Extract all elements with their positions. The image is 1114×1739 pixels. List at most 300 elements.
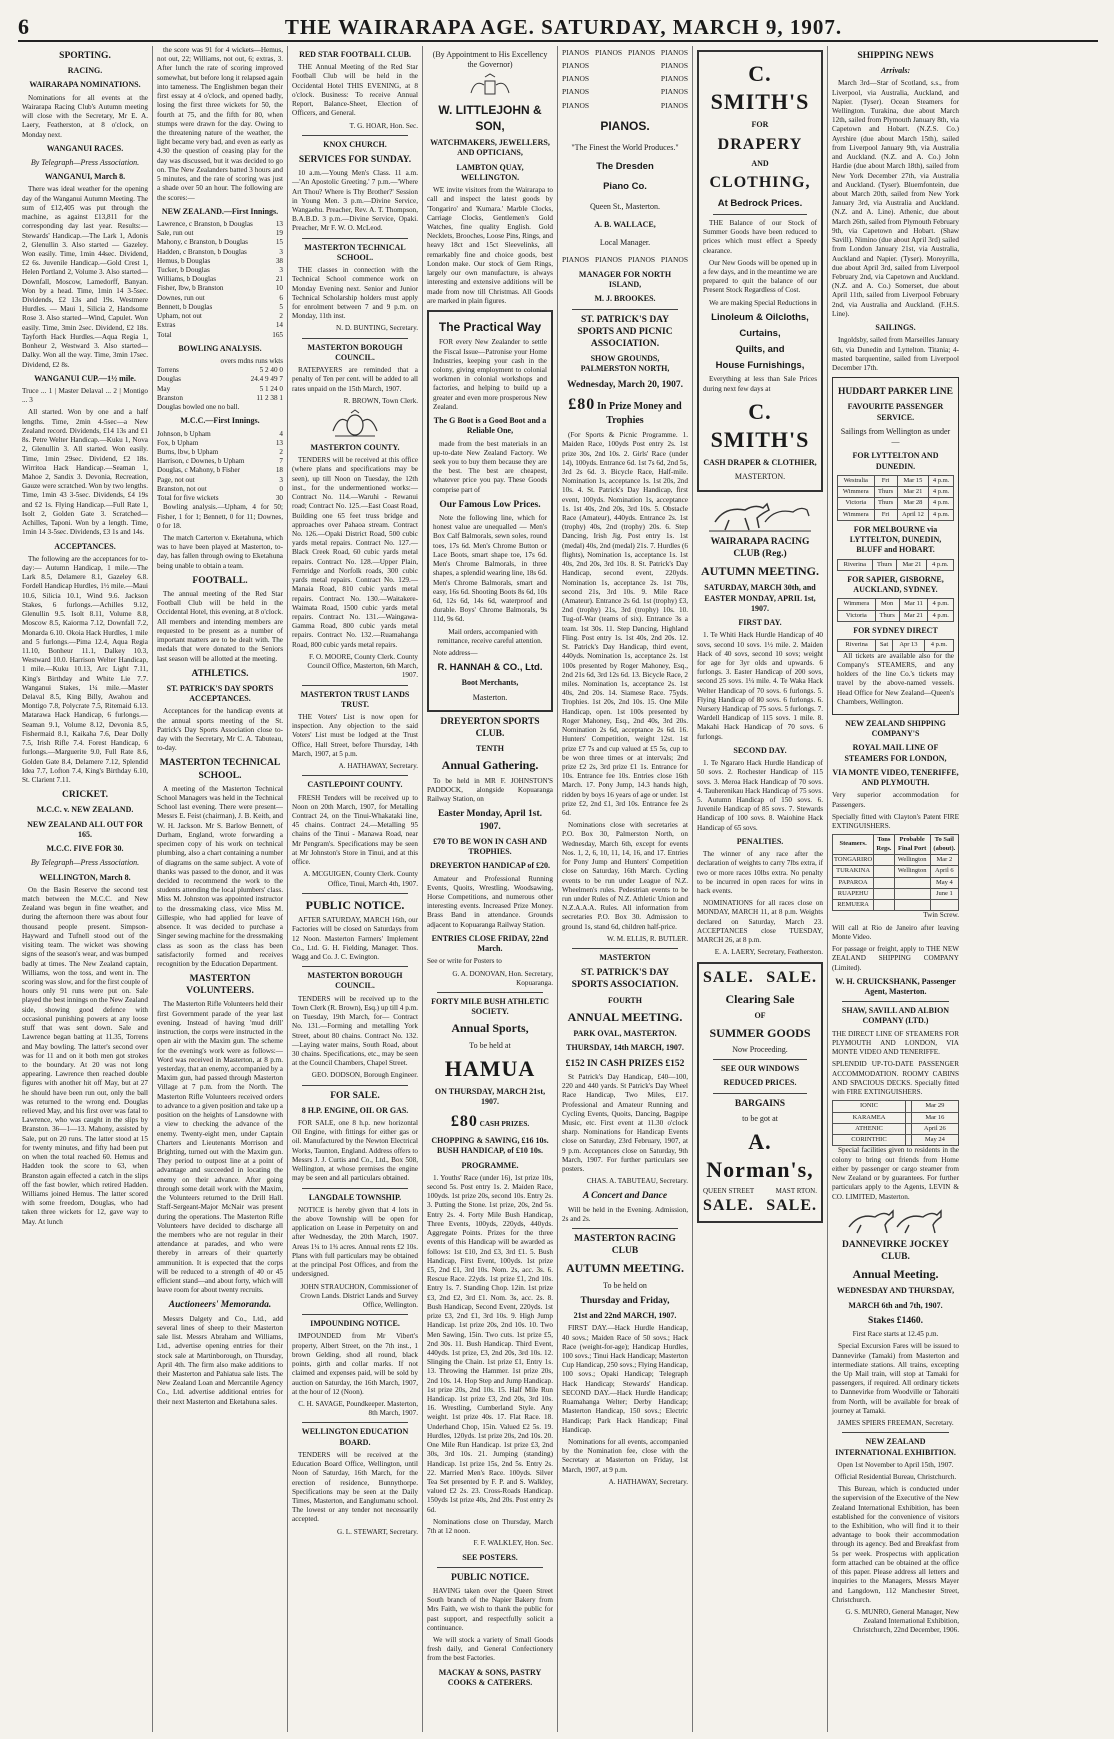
pianos-word: PIANOS bbox=[562, 74, 590, 84]
route-sydney-via: FOR SAPIER, GISBORNE, AUCKLAND, SYDNEY. bbox=[847, 575, 944, 595]
article-text: The Masterton Rifle Volunteers held their first Government parade of the year last evening. Instead of having 'mud drill' instruction, the corps were instructed in the open air with the Maxim gun. The scheme for the evening's work were as follows:—Word was received in Masterton, at 8 p.m. yesterday, that an enemy, accompanied by a Maxim gun, had passed through Masterton Village at 7 p.m. from the North. The Masterton Rifle Volunteers received orders to advance to a given position and take up a position on the heights of Lansdowne with a view to checking the advance of the enemy. Twenty-eight men, under Captain Charters and Lieutenants Morrison and Brighting, turned out with the Maxim gun. They period to outpost line at a point of advantage and succeeded in locating the enemy on their advance. After going through some detail work with the Maxim, the Volunteers returned to the Drill Hall. Staff-Sergeant-Major McNair was present during the operations. The Masterton Rifle Volunteers have decided to discharge all the members who are not regular in their attendance at parades, and who were thereby in arrears of their quarterly ammunition. It is expected that the corps will be reduced to a strength of 40 or 45 efficient stand—and about forty, which will leave room for about twenty recruits. bbox=[157, 1000, 283, 1295]
score-value: 4 bbox=[279, 429, 283, 438]
score-value: 21 bbox=[275, 275, 283, 284]
pianos-title: PIANOS. bbox=[600, 118, 650, 133]
table-row bbox=[833, 1101, 959, 1112]
article-text: All started. Won by one and a half lengths. Time, 2min 4-5sec—a New Zealand record. Dividends, £14 13s and £1 8s. Petre Welter Handicap.—Kuku 1, Nova 2, Glenullin 3. All started. Won easily. Time, 1min 29sec. Dividend, £2 18s. Wirritoa Hack Handicap.—Seaman 1, Mahoe 2, Sandix 3. Devonia, Recreation, Gauze were scratched. Won by two lengths. Time, 1min 43 3-5sec. Dividends, £4 19s and £2 1s. Flying Handicap.—Full Rate 1, Isolt 2, Golden Gate 3. Scratched—Achilles, Taponi. Won by a length. Time, 1min 14 3-5sec. Dividends, £3 1s and 14s. bbox=[22, 408, 148, 537]
score-name: Total for five wickets bbox=[157, 494, 219, 503]
table-cell bbox=[874, 877, 894, 888]
column-header: To Sail (about). bbox=[930, 835, 958, 855]
heading-forty-mile: FORTY MILE BUSH ATHLETIC SOCIETY. bbox=[431, 996, 549, 1017]
table-cell bbox=[874, 888, 894, 899]
ad-text: Specially fitted with Clayton's Patent FIRE EXTINGUISHERS. bbox=[832, 812, 959, 831]
heading-public-notice: PUBLIC NOTICE. bbox=[305, 897, 405, 912]
programme-text: Nominations for all events, accompanied by the Nomination fee, close with the Secretary at Masterton on Friday, 1st March, 1907, at 9 p.m. bbox=[562, 1438, 688, 1474]
score-row bbox=[157, 331, 283, 340]
programme-text: 1. Youths' Race (under 16), 1st prize 10s, second 5s. Post entry 1s. 2. Maiden Race, 100yds. 1st prize 20s, second 10s. Entry 2s. 3. Putting the Stone. 1st prize, 20s, 2nd 5s. Entry 2s. 4. Forty Mile Bush Handicap, Three Events, 100yds, 220yds, 440yds. Aggregate Points. Prizes for the three events of this Handicap will be awarded as follows: 1st £10, 2nd £3, 3rd £1. 5. Bush Handicap, First Event, 100yds. 1st prize £5, 2nd £1, 3rd 10s. Nom. 2s, acc. 3s. 6. Rescue Race. 22yds. 1st prize £1, 2nd 10s. Entry 1s. 7. Standing Chop. 12in. 1st prize £3, 2nd £2, 3rd £1. Nom. 3s, acc. 2s. 8. Bush Handicap, Second Event, 220yds. 1st prize £3, 2nd £1, 3rd 10s. 9. High Jump Handicap. 1st prize 20s, 2nd 10s. 10. Two Men Sawing, 15in. Two cuts. 1st prize £5, 2nd 30s. 11. Bush Handicap. Third Event, 440yds. 1st prize, £3, 2nd 20s, 3rd 10s. 12. Slinging the Chain. 1st prize £1, Entry 1s. 13. Throwing the Hammer. 1st prize 20s, 2nd 10s. 14. Hop Step and Jump Handicap. 1st prize 20s, 2nd 10s. 15. Half Mile Run Handicap. 1st prize £3, 2nd 20s, 3rd 10s. 16. Wrestling, Cumberland Style. Any weight. 1st prize 40s. 17. Flat Race. 18. Underhand Chop, 15in. Valued £2 5s. 19. Hurdles, 120yds. 1st prize 20s, 2nd 10s. 20. One Mile Run Handicap. 1st prize £3, 2nd 30s, 3rd 10s. 21. Jumping (standing) Handicap. 1st prize 15s, 2nd 5s. Entry 2s. 22. Married Men's Race. 100yds. Silver Tea Set presented by F. P. and S. Walkley, valued £2 2s. 23. Cross-Roads Handicap. 150yds 1st prize 40s, 2nd 20s. Post entry 2s 6d. bbox=[427, 1173, 553, 1514]
notice-text: THE Annual Meeting of the Red Star Football Club will be held in the Occidental Hotel THIS EVENING, at 8 o'clock. Business: To receive Annual Report, Balance-Sheet, Election of Officers, and General. bbox=[292, 63, 418, 118]
article-text: A meeting of the Masterton Technical School Managers was held in the Technical School last evening. There were present—Messrs E. Feist (chairman), J. B. Keith, and W. H. Jackson. Mr S. Barlow Bennett, of Durham, England, wrote forwarding a specimen copy of his work on technical plumbing, also a chart containing a number of diagrams on the same subject. A vote of thanks was passed to the donor, and it was decided to recommend the work to the students attending the local plumbers' class. Miss M. Johnston was appointed instructor to the dressmaking class, vice Miss M. Gillespie, who had applied for leave of absence. It was decided to purchase a Singer sewing machine for the dressmaking class as soon as the class has been satisfactorily formed and receives recognition by the Education Department. bbox=[157, 784, 283, 968]
heading-football: FOOTBALL. bbox=[192, 575, 248, 586]
djc-stakes: Stakes £1460. bbox=[868, 1315, 923, 1326]
score-name: Torrens bbox=[157, 366, 179, 375]
newspaper-title: THE WAIRARAPA AGE. SATURDAY, MARCH 9, 1907. bbox=[284, 15, 843, 39]
table-cell: May 4 bbox=[930, 877, 958, 888]
divider bbox=[302, 1188, 408, 1189]
divider bbox=[572, 948, 678, 949]
prize-sub: CASH PRIZES. bbox=[479, 1119, 530, 1128]
score-row bbox=[157, 229, 283, 238]
pianos-row bbox=[562, 72, 688, 85]
heading-dannevirke: DANNEVIRKE JOCKEY CLUB. bbox=[842, 1239, 949, 1262]
notice-text: IMPOUNDED from Mr Vibert's property, Albert Street, on the 7th inst., 1 brown Gelding, shod all round, black points, girth and collar marks. If not claimed and expenses paid, will be sold by auction on Saturday, the 16th March, 1907, at the hour of 12 (Noon). bbox=[292, 1332, 418, 1396]
table-cell: Mar 29 bbox=[911, 1101, 958, 1112]
dresden-manager: A. B. WALLACE, bbox=[594, 219, 656, 229]
score-name: Tucker, b Douglas bbox=[157, 266, 210, 275]
signature: A. HATHAWAY, Secretary. bbox=[338, 762, 418, 771]
table-row bbox=[833, 877, 959, 888]
dreyerton-date: Easter Monday, April 1st. 1907. bbox=[437, 809, 543, 832]
stp-date: Wednesday, March 20, 1907. bbox=[567, 379, 683, 390]
table-row bbox=[833, 1112, 959, 1123]
programme-text: NOMINATIONS for all races close on MONDAY, MARCH 11, at 8 p.m. Weights declared on Saturday, March 23. ACCEPTANCES close TUESDAY, MARCH 26, at 8 p.m. bbox=[697, 899, 823, 945]
djc-annual: Annual Meeting. bbox=[852, 1267, 939, 1282]
twin-screw-note: Twin Screw. bbox=[923, 911, 959, 920]
ad-text: Will call at Rio de Janeiro after leaving Monte Video. bbox=[832, 923, 959, 941]
notice-text: HAVING taken over the Queen Street South branch of the Napier Bakery from Mrs Faith, we wish to thank the public for past support, and respectfully solicit a continuance. bbox=[427, 1586, 553, 1632]
djc-dates-2: MARCH 6th and 7th, 1907. bbox=[848, 1300, 943, 1310]
sale-word: SALE. bbox=[766, 1197, 817, 1215]
table-cell: CORINTHIC bbox=[833, 1135, 906, 1146]
score-row bbox=[157, 294, 283, 303]
stp-prize bbox=[562, 395, 688, 428]
table-row bbox=[838, 487, 954, 498]
byline: By Telegraph—Press Association. bbox=[30, 157, 140, 167]
table-cell: Wellington bbox=[894, 854, 930, 865]
column-header: Probable Final Port bbox=[894, 835, 930, 855]
pianos-word: PIANOS bbox=[562, 254, 590, 264]
score-row bbox=[157, 466, 283, 475]
article-text: There was ideal weather for the opening day of the Wanganui Autumn Meeting. The sum of £12,405 was put through the machine, as against £13,811 for the corresponding day last year. Results:— Stewards' Handicap.—The Lark 1, Adonis 2, Glenullin 3. Also started — Gazeley. Won easily. Time, 1min 44sec. Dividend, £2 6s. Juvenile Handicap.—Gold Crest 1, Helen Portland 2, Volume 3. Also started—Downfall, Moscow, Lamedorff, Banyan. Won by a head. Time, 1min 14 3-5sec. Dividends, £2 13s and 19s. Westmere Hurdles. — Maui 1, Silicia 2, Handsome Rose 3. Also started—Wind, Capulet. Won easily. Time, 3min 2sec. Dividend, £2 18s. Tayforth Hack Hurdles.—Aqua Regia 1, Bonheur 2, Westward 3. Also started—Dalky. Won all the way. Time, 3min 17sec. Dividend, £2 8s. bbox=[22, 185, 148, 369]
divider bbox=[713, 1059, 807, 1060]
queen-street: QUEEN STREET bbox=[703, 1187, 755, 1196]
divider bbox=[302, 1422, 408, 1423]
nzs-via: VIA MONTE VIDEO, TENERIFFE, AND PLYMOUTH. bbox=[832, 767, 959, 788]
concert-heading: A Concert and Dance bbox=[582, 1191, 668, 1202]
prize-amount: £80 bbox=[568, 395, 596, 413]
table-cell: RUAPEHU bbox=[833, 888, 874, 899]
royal-crest-icon bbox=[465, 73, 515, 99]
prize-sub: In Prize Money and Trophies bbox=[597, 400, 682, 427]
notice-text: THE Voters' List is now open for inspection. Any objection to the said Voters' List must be lodged at the Trust Office, Hall Street, before Thursday, 14th March, 1907, at 5 p.m. bbox=[292, 712, 418, 758]
heading-shipping: SHIPPING NEWS bbox=[857, 51, 934, 61]
ad-text: Our New Goods will be opened up in a few days, and in the meantime we are prepared to quit the balance of our Present Stock Regardless of Cost. bbox=[703, 258, 817, 295]
of-word: OF bbox=[754, 1011, 766, 1021]
pianos-row bbox=[562, 59, 688, 72]
column-4 bbox=[423, 46, 558, 1732]
programme-text: FIRST DAY.—Hack Hurdle Handicap, 40 sovs.; Maiden Race of 50 sovs.; Hack Race (weight-for-age); Handicap Hurdles, 100 sovs.; Tinui Hack Handicap; Masterton Cup Handicap, 250 sovs.; Flying Handicap, 100 sovs.; Opaki Handicap; Telegraph Hack Handicap; Stewards' Handicap. SECOND DAY.—Hack Hurdle Handicap; Ruamahanga Welter; Derby Handicap; Masterton Handicap, 150 sovs.; Electric Handicap; Park Hack Handicap; Final Handicap. bbox=[562, 1324, 688, 1434]
pianos-word: PIANOS bbox=[562, 100, 590, 110]
table-cell: 4 p.m. bbox=[924, 640, 953, 651]
dresden-co: Piano Co. bbox=[603, 181, 647, 193]
divider bbox=[302, 775, 408, 776]
score-name: Upham, not out bbox=[157, 312, 202, 321]
racing-horses-icon bbox=[841, 1205, 951, 1235]
table-cell: Thurs bbox=[874, 498, 897, 509]
notice-text: 10 a.m.—Young Men's Class. 11 a.m.—'An Apostolic Greeting.' 7 p.m.—'Where Art Thou? Where is Thy Brother?' Session in Young Men. 3 p.m.—Divine Service, Wangaehu. Preacher, Rev. A. T. Thompson, B.A.B.D. 3 p.m.—Divine Service, Opaki. Preacher, Mr F. W. O. McLeod. bbox=[292, 169, 418, 233]
c-smith-and: AND bbox=[751, 159, 769, 169]
c-smith-clothing: CLOTHING, bbox=[709, 174, 811, 192]
table-cell: Victoria bbox=[838, 610, 876, 621]
heading-redstar: RED STAR FOOTBALL CLUB. bbox=[299, 50, 411, 59]
bargains: BARGAINS bbox=[734, 1098, 786, 1109]
bowling-header: overs mdns runs wkts bbox=[220, 357, 283, 366]
pianos-word: PIANOS bbox=[660, 48, 688, 57]
ad-text: Very superior accommodation for Passengers. bbox=[832, 791, 959, 809]
table-cell: 4 p.m. bbox=[929, 509, 954, 520]
racehorse-icon bbox=[705, 496, 815, 532]
score-name: Mahony, c Branston, b Douglas bbox=[157, 238, 248, 247]
dreyerton-tenth: TENTH bbox=[475, 744, 504, 754]
pianos-word: PIANOS bbox=[562, 87, 590, 97]
pianos-word: PIANOS bbox=[660, 74, 688, 84]
signature: G. A. DONOVAN, Hon. Secretary, Kopuaranga. bbox=[452, 969, 553, 987]
c-smith-for: FOR bbox=[751, 120, 769, 130]
heading-athletics: ATHLETICS. bbox=[191, 668, 249, 679]
table-cell: Mar 11 bbox=[899, 599, 928, 610]
table-cell: Mar 21 bbox=[899, 610, 928, 621]
signature: G. S. MUNRO, General Manager, New Zealand International Exhibition, Christchurch, 22nd December, 1906. bbox=[845, 1608, 959, 1635]
article-text: The annual meeting of the Red Star Football Club will be held in the Occidental Hotel, this evening, at 8 o'clock. All members and intending members are requested to be present as a number of important matters are to be dealt with. The medals that were donated to the Seniors last season will be allotted at the meeting. bbox=[157, 590, 283, 663]
notice-text: THE classes in connection with the Technical School commence work on Monday Evening next. Senior and Junior Technical Scholarship holders must apply for enrolment between 7 and 9 p.m. on Monday, 11th inst. bbox=[292, 266, 418, 321]
divider bbox=[437, 1567, 543, 1568]
ad-text: Amateur and Professional Running Events, Quoits, Wrestling, Woodsawing, Horse Competitions, and numerous other interesting events. Increased Prize Money. Brass Band in attendance. Grounds adjacent to Kopuaranga Railway Station. bbox=[427, 874, 553, 929]
score-value: 10 bbox=[275, 284, 283, 293]
subheading-engine: 8 H.P. ENGINE, OIL OR GAS. bbox=[301, 1105, 409, 1115]
signature: W. M. ELLIS, R. BUTLER. bbox=[607, 934, 688, 943]
ad-text: We are making Special Reductions in bbox=[709, 298, 817, 307]
forty-mile-title: Annual Sports, bbox=[451, 1021, 529, 1036]
stp2-place: MASTERTON bbox=[599, 953, 651, 963]
subheading-mcc-five: M.C.C. FIVE FOR 30. bbox=[46, 844, 124, 854]
bowling-row bbox=[157, 385, 283, 394]
ad-text: See or write for Posters to bbox=[427, 957, 502, 966]
ad-text: FOR every New Zealander to settle the Fiscal Issue—Patronise your Home Industries, keeping your cash in the colony, giving employment to colonial workmen in colonial workshops and factories, and helping to build up a greater and even more prosperous New Zealand. bbox=[433, 338, 547, 411]
score-row bbox=[157, 312, 283, 321]
c-smith-bedrock: At Bedrock Prices. bbox=[717, 197, 803, 209]
to-be-got: to be got at bbox=[742, 1113, 778, 1123]
article-text: the score was 91 for 4 wickets—Hemus, not out, 22; Williams, not out, 6; extras, 3. After lunch the rate of scoring improved somewhat, but before long it relapsed again into tameness. The Englishmen began their first essay at 4 o'clock, and opened badly, losing the first three wickets for 50, the fourth at 75, and the fifth for 80, when stumps were drawn for the day. Owing to the threatening nature of the weather, the light became very bad, and even as early as 4.30 the question of ceasing play for the day was discussed, but it was decided to go on. The New Zealanders batted 3 hours and 5 minutes, and the rate of scoring was just a shade over 50 an hour. The following are the scores:— bbox=[157, 46, 283, 202]
pianos-word: PIANOS bbox=[660, 100, 688, 110]
table-cell: Apr 13 bbox=[893, 640, 925, 651]
score-row bbox=[157, 476, 283, 485]
ad-text: To be held in MR F. JOHNSTON'S PADDOCK, alongside Kopuaranga Railway Station, on bbox=[427, 776, 553, 804]
bowling-row bbox=[157, 375, 283, 384]
dresden-address: Queen St., Masterton. bbox=[590, 201, 660, 211]
score-value: 19 bbox=[275, 229, 283, 238]
notice-text: TENDERS will be received at this office (where plans and specifications may be seen), up till Noon on Tuesday, the 12th inst., for the undermentioned works:— Contract No. 114.—Waruhi - Rewanui road; Contract No. 125.—East Coast Road, Building one 65 feet truss bridge and approaches over Pahaoa stream. Contract No. 126.—Opaki District Road, 500 cubic yards metal repairs. Contract No. 127.—Black Creek Road, 60 cubic yards metal repairs. Contract No. 128.—Upper Plain, Fernridge and Norfolk roads, 300 cubic yards metal repairs. Contract No. 129.—Manaia Road, 810 cubic yards metal repairs. Contract No. 130.—Waitakere-Waimata Road, 1500 cubic yards metal repairs. Contract No. 131.—Waingawa-Gamma Road, 800 cubic yards metal repairs. Contract No. 132.—Ruamahanga Road, 800 cubic yards metal repairs. bbox=[292, 456, 418, 649]
table-cell: Mar 21 bbox=[897, 487, 929, 498]
notice-text: TENDERS will be received at the Education Board Office, Wellington, until Noon of Saturday, 16th March, for the erection of residence, Bunnythorpe. Specifications may be seen at the Daily Times, Masterton, and Eanglumanu school. The lowest or any tender not necessarily accepted. bbox=[292, 1450, 418, 1524]
score-name: Sale, run out bbox=[157, 229, 194, 238]
practical-way-ad bbox=[427, 310, 553, 712]
scorecard-mcc bbox=[157, 430, 283, 504]
pianos-word: PIANOS bbox=[660, 61, 688, 71]
pianos-word: PIANOS bbox=[562, 48, 590, 57]
score-row bbox=[157, 485, 283, 494]
norman-name: A. Norman's, bbox=[706, 1129, 814, 1183]
score-row bbox=[157, 257, 283, 266]
article-text: On the Basin Reserve the second test match between the M.C.C. and New Zealand was begun in fine weather, and during the afternoon there was about four thousand people present. Simpson-Hayward and Tufnell stood out of the visiting team. The wicket was showing signs of the season's wear, and was bumped badly at times. The New Zealand captain, Williams, won the toss, and went in. The scoring was slow, and for the first couple of hours only 91 runs were put on. Sale played the best innings on the New Zealand side, showing good defence with occasional punishing powers at any loose stuff that was sent down. Sale and Lawrence began batting at 11.35, Torrens and May bowling. The latter's second over was for 11 and on it both men got strokes to the boundary. At 20 was not long appearing. Lawrence then reached double figures with another hit off May, but at 27 he should have been run out, only the ball was returned to the wrong end. Douglas relieved May, and his first over was fatal to Lawrence, who was caught in the slips by Branston. 36—1—13. Mahony, assisted by Sale, put on 20 runs. The latter stood at 15 for twenty minutes, and fifty had been put on when the total reached 60. Hemus and Hadden took the score to 63, when Branston again effected a catch in the slips off the fast bowler, which retired Hadden. Williams joined Hemus. The latter scored with some freedom, Douglas, who had taken three wickets for 12, gave way to May. At lunch bbox=[22, 885, 148, 1226]
jeweller-address: LAMBTON QUAY, WELLINGTON. bbox=[456, 162, 524, 182]
pianos-word: PIANOS bbox=[594, 48, 623, 57]
schedule-table bbox=[837, 475, 954, 521]
table-cell: KARAMEA bbox=[833, 1112, 906, 1123]
c-smith-cash: CASH DRAPER & CLOTHIER, bbox=[703, 458, 817, 468]
heading-knox: KNOX CHURCH. bbox=[323, 139, 387, 149]
pianos-word: PIANOS bbox=[627, 254, 656, 264]
heading-stp-sports: ST. PATRICK'S DAY SPORTS AND PICNIC ASSOCIATION. bbox=[577, 314, 673, 350]
boot-merchant-sub: Boot Merchants, bbox=[461, 678, 519, 688]
score-value: 11 2 38 1 bbox=[256, 393, 283, 402]
jeweller-trade: WATCHMAKERS, JEWELLERS, AND OPTICIANS, bbox=[430, 138, 550, 158]
manager-name: M. J. BROOKES. bbox=[594, 294, 656, 304]
pianos-word: PIANOS bbox=[660, 87, 688, 97]
huddart-sailings: Sailings from Wellington as under — bbox=[840, 426, 951, 447]
heading-auctioneers: Auctioneers' Memoranda. bbox=[168, 1300, 272, 1311]
heading-tech2: MASTERTON TECHNICAL SCHOOL. bbox=[304, 242, 406, 262]
heading-programme: PROGRAMME. bbox=[461, 1160, 519, 1170]
ad-bold-line: The G Boot is a Good Boot and a Reliable One, bbox=[433, 416, 547, 436]
article-text: Nominations for all events at the Wairarapa Racing Club's Autumn meeting will close with the Secretary, Mr E. A. Laery, Featherston, at 8 o'clock, on Monday next. bbox=[22, 93, 148, 139]
score-name: Burns, lbw, b Upham bbox=[157, 448, 219, 457]
cup-results: Truce ... 1 | Master Delaval ... 2 | Montigo ... 3 bbox=[22, 387, 148, 405]
column-6 bbox=[693, 46, 828, 1732]
signature: N. D. BUNTING, Secretary. bbox=[336, 324, 418, 333]
heading-dreyerton: DREYERTON SPORTS CLUB. bbox=[440, 716, 540, 740]
c-smith-town: MASTERTON. bbox=[734, 472, 786, 482]
score-name: Williams, b Douglas bbox=[157, 275, 217, 284]
signature: F. F. WALKLEY, Hon. Sec. bbox=[473, 1539, 553, 1548]
heading-tech-school: MASTERTON TECHNICAL SCHOOL. bbox=[159, 758, 281, 781]
heading-trust: MASTERTON TRUST LANDS TRUST. bbox=[300, 689, 410, 709]
ad-text: made from the best materials in an up-to-date New Zealand Factory. We seek you to buy them because they are the best. The best are cheapest, whatever price you pay. These Goods comprise part of bbox=[433, 439, 547, 494]
huddart-title: HUDDART PARKER LINE bbox=[838, 387, 953, 398]
score-value: 30 bbox=[275, 494, 283, 503]
article-text: Messrs Dalgety and Co., Ltd., add several lines of sheep to their Masterton sale list. Messrs Abraham and Williams, Ltd., advertise opening entries for their stock sale at Martinborough, on Thursday, April 4th. The firm also make additions to their Masterton and Pahiatua sale lists. The New Zealand Loan and Mercantile Agency Co., Ltd. advertise additional entries for their next Masterton and Eketahuna sales. bbox=[157, 1314, 283, 1406]
sale-row bbox=[703, 1196, 817, 1216]
score-value: 14 bbox=[275, 321, 283, 330]
pianos-row bbox=[562, 253, 688, 266]
signature: C. H. SAVAGE, Poundkeeper. Masterton, 8th March, 1907. bbox=[298, 1399, 418, 1418]
mrc-dates-2: 21st and 22nd MARCH, 1907. bbox=[573, 1311, 677, 1321]
score-value: 3 bbox=[279, 266, 283, 275]
table-cell: Thurs bbox=[875, 610, 899, 621]
divider bbox=[302, 1314, 408, 1315]
ad-text: THE DIRECT LINE OF STEAMERS FOR PLYMOUTH AND LONDON, VIA MONTE VIDEO AND TENERIFFE. bbox=[832, 1029, 959, 1057]
heading-wairarapa-noms: WAIRARAPA NOMINATIONS. bbox=[29, 80, 141, 90]
table-row bbox=[838, 599, 954, 610]
score-row bbox=[157, 275, 283, 284]
c-smith-house: House Furnishings, bbox=[715, 360, 805, 372]
table-cell: Mar 16 bbox=[911, 1112, 958, 1123]
signature: GEO. DODSON, Borough Engineer. bbox=[311, 1071, 418, 1080]
nzie-bureau: Official Residential Bureau, Christchurch. bbox=[834, 1472, 957, 1481]
divider bbox=[302, 966, 408, 967]
divider bbox=[302, 685, 408, 686]
dreyerton-handicap: DREYERTON HANDICAP of £20. bbox=[429, 861, 551, 871]
signature: A. HATHAWAY, Secretary. bbox=[608, 1477, 688, 1486]
heading-exhibition: NEW ZEALAND INTERNATIONAL EXHIBITION. bbox=[835, 1437, 956, 1457]
dreyerton-gathering: Annual Gathering. bbox=[441, 758, 539, 773]
divider bbox=[302, 338, 408, 339]
c-smith-drapery: DRAPERY bbox=[717, 135, 803, 153]
coat-of-arms-icon bbox=[325, 409, 385, 439]
forty-mile-prize bbox=[427, 1112, 553, 1132]
table-cell: Wimmera bbox=[838, 599, 876, 610]
table-cell: 4 p.m. bbox=[929, 498, 954, 509]
arrivals-heading: Arrivals: bbox=[880, 66, 911, 76]
dreyerton-entries: ENTRIES CLOSE FRIDAY, 22nd March. bbox=[431, 933, 549, 954]
table-cell: REMUERA bbox=[833, 900, 874, 911]
dreyerton-prize: £70 TO BE WON IN CASH AND TROPHIES. bbox=[433, 836, 547, 857]
table-cell: April 12 bbox=[897, 509, 929, 520]
subheading-mcc: M.C.C. v. NEW ZEALAND. bbox=[36, 805, 134, 815]
table-row bbox=[838, 640, 954, 651]
heading-county: MASTERTON COUNTY. bbox=[310, 443, 400, 453]
table-cell: June 1 bbox=[930, 888, 958, 899]
column-header: Tons Regs. bbox=[874, 835, 894, 855]
heading-cricket: CRICKET. bbox=[61, 790, 108, 801]
boot-merchant-name: R. HANNAH & CO., Ltd. bbox=[437, 662, 543, 674]
sale-word: SALE. bbox=[703, 968, 754, 986]
score-value: 3 bbox=[279, 247, 283, 256]
table-cell: 4 p.m. bbox=[928, 599, 954, 610]
c-smith-title-2: C. SMITH'S bbox=[710, 398, 810, 453]
score-name: Fox, b Upham bbox=[157, 438, 199, 447]
heading-stp2: ST. PATRICK'S DAY SPORTS ASSOCIATION. bbox=[571, 968, 679, 991]
heading-volunteers: MASTERTON VOLUNTEERS. bbox=[186, 974, 254, 997]
score-name: Douglas, c Mahony, b Fisher bbox=[157, 466, 240, 475]
heading-shaw-savill: SHAW, SAVILL AND ALBION COMPANY (LTD.) bbox=[841, 1006, 950, 1026]
table-cell bbox=[874, 900, 894, 911]
shipping-text: Ingoldsby, sailed from Marseilles January 6th, via Dunedin and Lyttelton. Titania; 4-masted barquentine, sailed from Liverpool December 17th. bbox=[832, 336, 959, 372]
masterton: MAST RTON. bbox=[775, 1187, 817, 1196]
route-melbourne: FOR MELBOURNE via LYTTELTON, DUNEDIN, BLUFF and HOBART. bbox=[849, 525, 942, 555]
programme-text: The winner of any race after the declaration of weights to carry 7lbs extra, if two or more races 10lbs extra. No penalty to be incurred in open races for wins in hack events. bbox=[697, 850, 823, 896]
sale-row bbox=[703, 968, 817, 988]
score-name: Extras bbox=[157, 321, 176, 330]
table-cell: IONIC bbox=[833, 1101, 906, 1112]
table-cell bbox=[874, 854, 894, 865]
heading-public-notice-2: PUBLIC NOTICE. bbox=[450, 1572, 530, 1583]
pianos-row bbox=[562, 99, 688, 112]
forty-mile-date: ON THURSDAY, MARCH 21st, 1907. bbox=[434, 1087, 546, 1107]
table-cell: Mar 15 bbox=[897, 475, 929, 486]
score-row bbox=[157, 448, 283, 457]
divider bbox=[572, 1228, 678, 1229]
table-cell: 4 p.m. bbox=[929, 487, 954, 498]
table-row bbox=[833, 866, 959, 877]
score-value: 18 bbox=[275, 466, 283, 475]
subheading-services: SERVICES FOR SUNDAY. bbox=[298, 155, 412, 165]
score-value: 13 bbox=[275, 219, 283, 228]
mrc-held: To be held on bbox=[603, 1280, 647, 1290]
score-name: Hemus, b Douglas bbox=[157, 256, 211, 265]
divider bbox=[713, 214, 807, 215]
table-header bbox=[833, 835, 959, 855]
table-cell bbox=[894, 900, 930, 911]
article-text: Bowling analysis.—Upham, 4 for 50; Fisher, 1 for 1; Bennett, 0 for 11; Downes, 0 for 18. bbox=[157, 503, 283, 530]
programme-text: St Patrick's Day Handicap, £40—100, 220 and 440 yards. St Patrick's Day Wheel Race Handicap, Two Miles, £17. Professional and Amateur Running and Cycling Events, Quoits, Dancing, Bagpipe Music, etc. First event at 11.30 o'clock sharp. Nominations for Handicap Events close on Saturday, 23rd February, 1907, at 9 p.m. Acceptances close on Saturday, 9th March, 1907. For further particulars see posters. bbox=[562, 1072, 688, 1174]
nzs-agent: W. H. CRUICKSHANK, Passenger Agent, Masterton. bbox=[835, 976, 956, 996]
heading-nz-innings: NEW ZEALAND.—First Innings. bbox=[161, 206, 279, 216]
table-cell: Mar 28 bbox=[897, 498, 929, 509]
huddart-parker-ad bbox=[832, 377, 959, 715]
nzie-open: Open 1st November to April 15th, 1907. bbox=[837, 1460, 954, 1469]
ad-subheading: Our Famous Low Prices. bbox=[439, 499, 541, 510]
table-cell: TONGARIRO bbox=[833, 854, 874, 865]
heading-boro2: MASTERTON BOROUGH COUNCIL. bbox=[307, 971, 403, 991]
stp2-fourth: FOURTH bbox=[608, 995, 642, 1005]
score-name: Total bbox=[157, 330, 172, 339]
clearing-sale: Clearing Sale bbox=[725, 992, 795, 1007]
score-value: 13 bbox=[275, 438, 283, 447]
signature: A. MCGUIGEN, County Clerk. County Office, Tinui, March 4th, 1907. bbox=[303, 870, 418, 888]
route-lyttelton: FOR LYTTELTON AND DUNEDIN. bbox=[852, 451, 939, 471]
programme-text: 1. Te Ngararo Hack Hurdle Handicap of 50 sovs. 2. Rochester Handicap of 115 sovs. 3. Meroa Hack Handicap of 70 sovs. 4. Tauherenikau Hack Handicap of 75 sovs. 5. Autumn Handicap of 150 sovs. 6. Juvenile Handicap of 85 sovs. 7. Stewards Handicap of 100 sovs. 8. Waiohine Hack Handicap of 65 sovs. bbox=[697, 759, 823, 832]
bowling-row bbox=[157, 394, 283, 403]
score-value: 0 bbox=[279, 484, 283, 493]
subheading-stp-acc: ST. PATRICK'S DAY SPORTS ACCEPTANCES. bbox=[166, 683, 274, 704]
table-cell: Mon bbox=[875, 599, 899, 610]
article-text: The following are the acceptances for to-day:— Autumn Handicap, 1 mile.—The Lark 8.5, Delamere 8.1, Gazeley 6.8. Fordell Handicap Hurdles, 1½ mile.—Maui 10.6, Silicia 10.1, Wind 9.6. Jackson Stakes, 6 furlongs.—Achilles 9.12, Glenullin 9.5. Isolt 8.11, Volume 8.8, Moscow 8.5, Kaiorma 7.12, Downfall 7.2, Monarda 6.10. Okoia Hack Hurdles, 1 mile and 5 furlongs.—Pima 12.4, Aqua Regia 11.10, Bonheur 11.1, Dalkey 10.3, Westward 10.0. Harrison Welter Handicap, 1 mile.—Kuku 10.13, Arc Light 7.11, King's Birthday and White Lie 7.7. Wanganui Stakes, 1¼ mile.—Master Delaval 8.5, King Billy, Awahou and Montigo 7.8, Polycrate 7.5, Ritemaid 6.13. Matarawa Hack Handicap, 6 furlongs.—Seaman 9.1, Volume 8.12, Devonia 8.5, Fishermaid 8.1, Kaikaha 7.6, Dear Dolly 7.5, Irish Rifle 7.4. Forest Handicap, 6 furlongs.—Marguerite 9.0, Full Rate 8.6, Golden Gate 8.4, Delamere 7.12, Splendid Idea 7.7, Lofton 7.4, King's Birthday 6.10, St. Clarient 7.11. bbox=[22, 554, 148, 785]
score-name: Branston bbox=[157, 393, 183, 402]
schedule-table bbox=[837, 639, 954, 651]
score-row bbox=[157, 321, 283, 330]
table-cell: 4 p.m. bbox=[928, 610, 954, 621]
forty-mile-events: CHOPPING & SAWING, £16 10s. BUSH HANDICAP, of £10 10s. bbox=[431, 1136, 549, 1156]
no-ball-note: Douglas bowled one no ball. bbox=[157, 403, 240, 412]
notice-text: We will stock a variety of Small Goods fresh daily, and General Confectionery from the best Factories. bbox=[427, 1636, 553, 1663]
see-windows: SEE OUR WINDOWS bbox=[720, 1064, 800, 1074]
stp2-venue: PARK OVAL, MASTERTON. bbox=[573, 1029, 677, 1039]
table-row bbox=[838, 610, 954, 621]
now-proceeding: Now Proceeding. bbox=[732, 1044, 788, 1054]
route-sydney-direct: FOR SYDNEY DIRECT bbox=[853, 626, 938, 636]
table-row bbox=[833, 888, 959, 899]
dateline: WELLINGTON, March 8. bbox=[39, 872, 131, 882]
score-row bbox=[157, 303, 283, 312]
hamua-title: HAMUA bbox=[444, 1056, 536, 1081]
score-value: 2 bbox=[279, 448, 283, 457]
table-row bbox=[838, 475, 954, 486]
table-cell: Fri bbox=[874, 509, 897, 520]
table-row bbox=[838, 559, 954, 570]
score-value: 165 bbox=[272, 330, 283, 339]
mrc-autumn: AUTUMN MEETING. bbox=[565, 1261, 684, 1276]
signature: F. O. MOORE, County Clerk. County Council Office, Masterton, 6th March, 1907. bbox=[307, 652, 418, 680]
score-name: Johnson, b Upham bbox=[157, 429, 211, 438]
table-cell: Riverina bbox=[838, 559, 873, 570]
divider bbox=[713, 1093, 807, 1094]
ad-text: Special facilities given to residents in the colony to bring out friends from Home either by passenger or cargo steamer from New Zealand or by guarantees. For further particulars apply to the Agents, LEVIN & CO. LIMITED, Masterton. bbox=[832, 1146, 959, 1201]
score-name: Harrison, c Downes, b Upham bbox=[157, 457, 245, 466]
signature: JAMES SPIERS FREEMAN, Secretary. bbox=[837, 1419, 954, 1428]
column-7 bbox=[828, 46, 963, 1732]
signature: MACKAY & SONS, PASTRY COOKS & CATERERS. bbox=[438, 1667, 542, 1687]
pianos-word: PIANOS bbox=[660, 254, 688, 264]
score-value: 3 bbox=[279, 475, 283, 484]
